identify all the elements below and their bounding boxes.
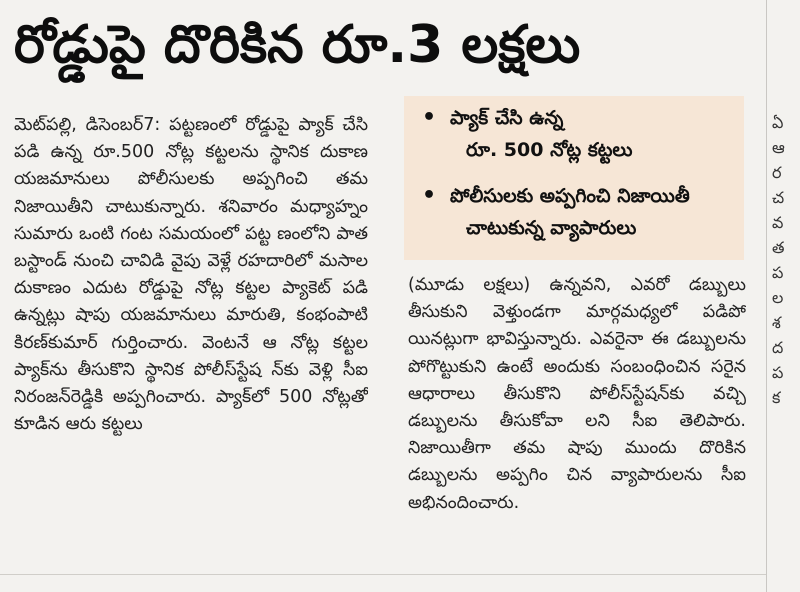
edge-char: చ xyxy=(772,188,785,207)
edge-char: క xyxy=(772,388,781,407)
edge-char: ఆ xyxy=(772,138,785,157)
edge-char: ద xyxy=(772,338,784,357)
edge-char: త xyxy=(772,238,785,257)
highlight-line: పోలీసులకు అప్పగించి నిజాయితీ xyxy=(450,185,690,207)
highlight-item xyxy=(422,180,740,244)
bullet-icon: • xyxy=(422,183,437,208)
highlight-line: రూ. 500 నోట్ల కట్టలు xyxy=(466,139,633,161)
article-paragraph-middle: (మూడు లక్షలు) ఉన్నవని, ఎవరో డబ్బులు తీసుకుని వెళ్తుండగా మార్గమధ్యలో పడిపో యినట్లుగా భావిస్తున్నారు. ఎవరైనా ఈ డబ్బులను పోగొట్టుకుని ఉంటే అందుకు సంబంధించిన సరైన ఆధారాలు తీసుకొని పోలీస్‌స్టేషన్‌కు వచ్చి డబ్బులను తీసుకోవా లని సీఐ తెలిపారు. నిజాయితీగా తమ షాపు ముందు దొరికిన డబ్బులను అప్పగిం చిన వ్యాపారులను సీఐ అభినందించారు. xyxy=(408,275,746,513)
column-divider xyxy=(766,0,767,592)
headline: రోడ్డుపై దొరికిన రూ.3 లక్షలు xyxy=(14,15,581,75)
edge-char: ప xyxy=(772,263,784,282)
highlight-box xyxy=(404,96,744,260)
edge-char: ర xyxy=(772,163,782,182)
edge-char: ల xyxy=(772,288,784,307)
article-middle-column xyxy=(408,272,746,572)
edge-char: వ xyxy=(772,213,784,232)
edge-char: శ xyxy=(772,313,781,332)
bullet-icon: • xyxy=(422,105,437,130)
article-paragraph-left: మెట్‌పల్లి, డిసెంబర్7: పట్టణంలో రోడ్డుపై ప్యాక్ చేసి పడి ఉన్న రూ.500 నోట్ల కట్టలను స్థానిక దుకాణ యజమానులు పోలీసులకు అప్పగించి తమ నిజాయితీని చాటుకున్నారు. శనివారం మధ్యాహ్నం సుమారు ఒంటి గంట సమయంలో పట్ట ణంలోని పాత బస్టాండ్ నుంచి చావిడి వైపు వెళ్లే రహదారిలో మసాల దుకాణం ఎదుట రోడ్డుపై నోట్ల కట్టల ప్యాకెట్ పడి ఉన్నట్లు షాపు యజమానులు మారుతి, కంభంపాటి కిరణ్‌కుమార్ గుర్తించారు. వెంటనే ఆ నోట్ల కట్టల ప్యాక్‌ను తీసుకొని స్థానిక పోలీస్‌స్టేష న్‌కు వెళ్లి సీఐ నిరంజన్‌రెడ్డికి అప్పగించారు. ప్యాక్‌లో 500 నోట్లతో కూడిన ఆరు కట్టలు xyxy=(14,115,368,435)
highlight-line: చాటుకున్న వ్యాపారులు xyxy=(466,217,637,239)
adjacent-article-edge xyxy=(772,110,800,540)
highlight-line: ప్యాక్ చేసి ఉన్న xyxy=(450,107,564,129)
edge-char: ప xyxy=(772,363,784,382)
article-left-column xyxy=(14,112,368,562)
bottom-rule xyxy=(0,574,766,575)
highlight-item xyxy=(422,102,740,166)
edge-char: ఏ xyxy=(772,113,784,132)
